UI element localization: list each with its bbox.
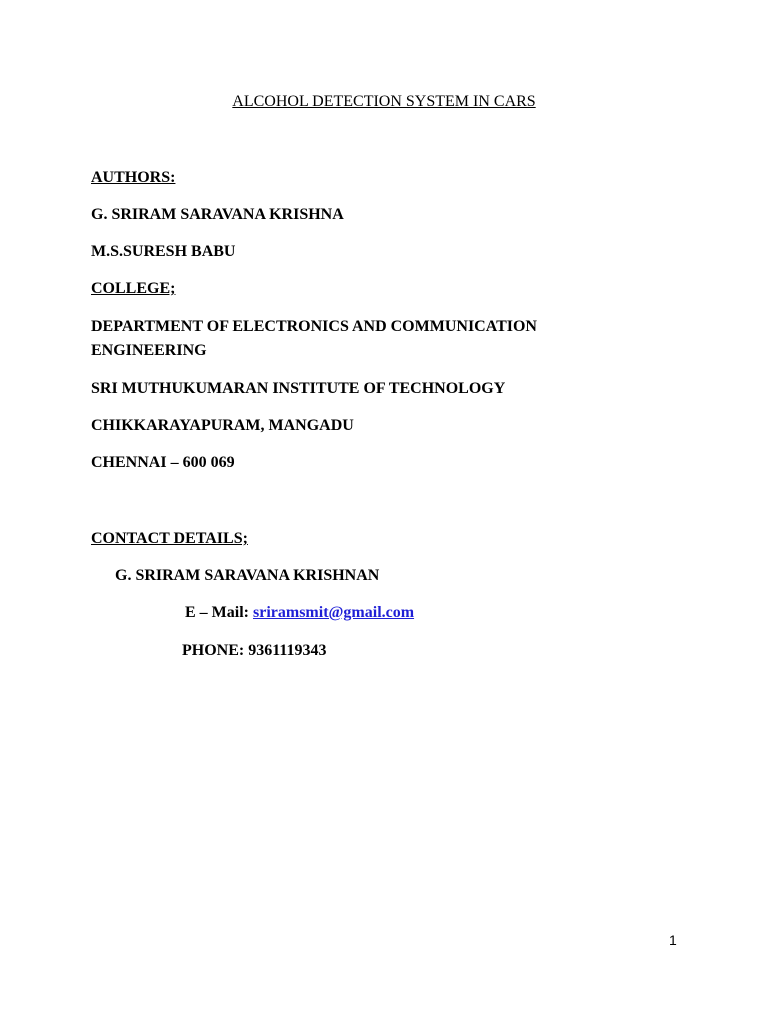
institute-name: SRI MUTHUKUMARAN INSTITUTE OF TECHNOLOGY <box>91 380 506 397</box>
address-line: CHIKKARAYAPURAM, MANGADU <box>91 417 354 434</box>
college-heading: COLLEGE; <box>91 280 176 297</box>
email-link[interactable]: sriramsmit@gmail.com <box>253 604 415 621</box>
email-row <box>185 603 414 623</box>
page-number: 1 <box>669 932 677 948</box>
authors-heading: AUTHORS: <box>91 169 176 186</box>
author-2: M.S.SURESH BABU <box>91 243 236 260</box>
author-1: G. SRIRAM SARAVANA KRISHNA <box>91 206 344 223</box>
phone-line: PHONE: 9361119343 <box>182 642 327 659</box>
contact-name: G. SRIRAM SARAVANA KRISHNAN <box>115 567 380 584</box>
email-label: E – Mail: <box>185 604 249 621</box>
department-line-1: DEPARTMENT OF ELECTRONICS AND COMMUNICATION <box>91 318 537 335</box>
city-line: CHENNAI – 600 069 <box>91 454 235 471</box>
department-line-2: ENGINEERING <box>91 342 207 359</box>
contact-heading: CONTACT DETAILS; <box>91 530 248 547</box>
document-title: ALCOHOL DETECTION SYSTEM IN CARS <box>232 93 536 110</box>
